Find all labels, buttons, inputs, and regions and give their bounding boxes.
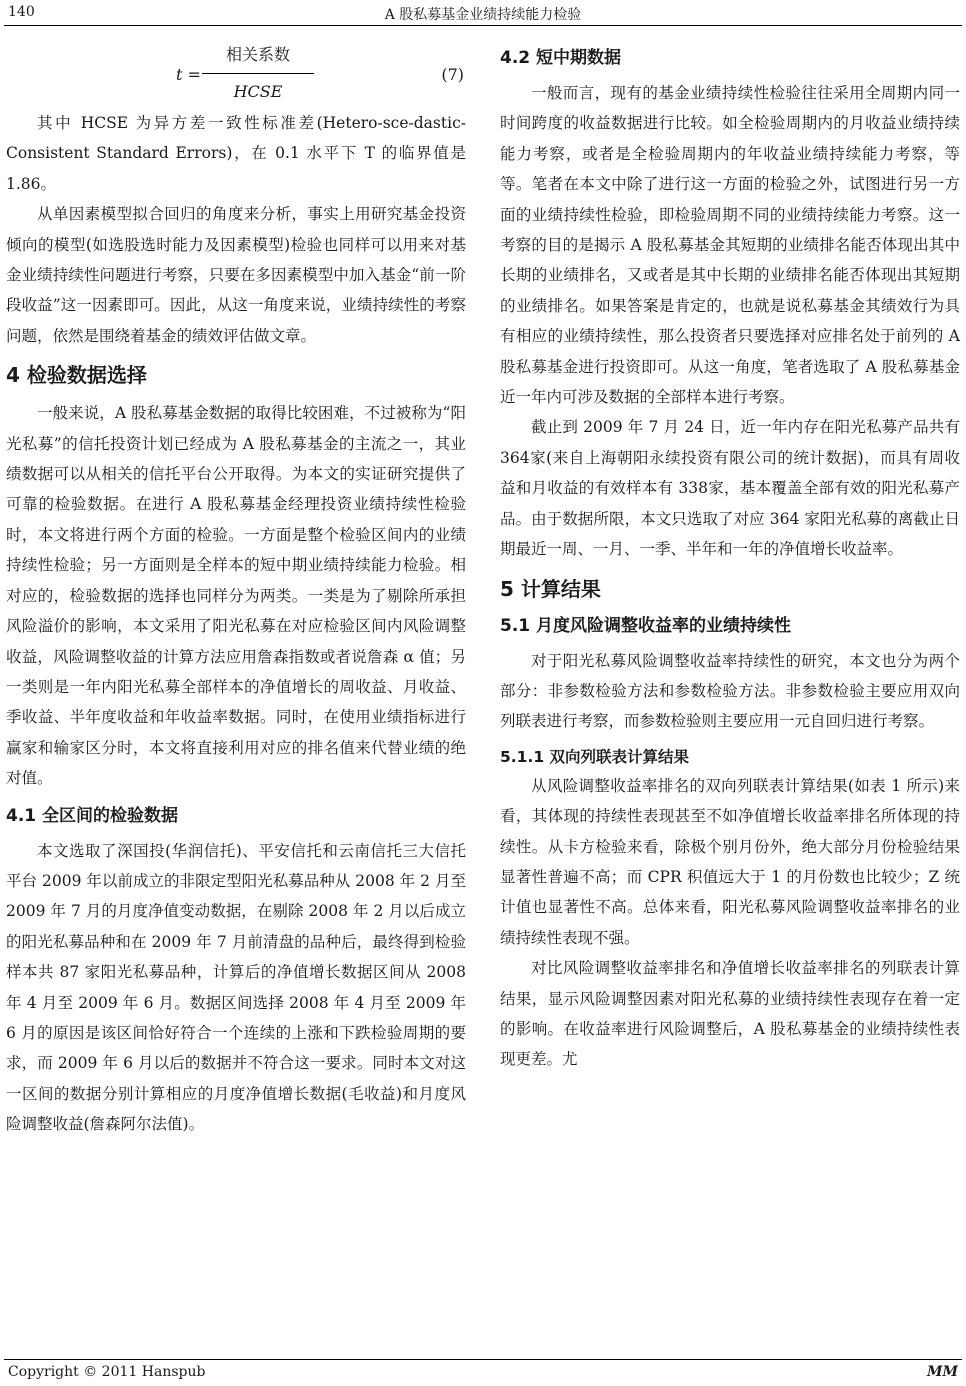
equation-number: (7): [441, 65, 464, 84]
section-heading: 4 检验数据选择: [6, 363, 147, 388]
footer-rule: [4, 1359, 962, 1360]
right-column: [500, 40, 960, 1075]
header-rule: [4, 25, 962, 26]
subsection-heading: 4.2 短中期数据: [500, 48, 622, 68]
equation-7: [6, 40, 466, 104]
subsection-heading: 5.1 月度风险调整收益率的业绩持续性: [500, 615, 792, 636]
page-number: 140: [8, 4, 35, 20]
equation-fraction: [202, 40, 314, 108]
equation-denominator: HCSE: [233, 82, 283, 102]
left-column: [6, 40, 466, 1140]
equation-lhs: t =: [176, 65, 201, 84]
paragraph: 截止到 2009 年 7 月 24 日，近一年内存在阳光私募产品共有364家(来自上海朝阳永续投资有限公司的统计数据)，而具有周收益和月收益的有效样本有 338家，基本覆盖全部有效的阳光私募产品。由于数据所限，本文只选取了对应 364 家阳光私募的离截止日期最近一周、一月、一季、半年和一年的净值增长收益率。: [500, 418, 960, 559]
copyright-text: Copyright © 2011 Hanspub: [8, 1364, 206, 1380]
subsubsection-heading: 5.1.1 双向列联表计算结果: [500, 747, 690, 766]
paragraph: 从单因素模型拟合回归的角度来分析，事实上用研究基金投资倾向的模型(如选股选时能力及因素模型)检验也同样可以用来对基金业绩持续性问题进行考察，只要在多因素模型中加入基金“前一阶段收益”这一因素即可。因此，从这一角度来说，业绩持续性的考察问题，依然是围绕着基金的绩效评估做文章。: [6, 205, 466, 345]
paragraph: 一般来说，A 股私募基金数据的取得比较困难，不过被称为“阳光私募”的信托投资计划已经成为 A 股私募基金的主流之一，其业绩数据可以从相关的信托平台公开取得。为本文的实证研究提供了可靠的检验数据。在进行 A 股私募基金经理投资业绩持续性检验时，本文将进行两个方面的检验。一方面是整个检验区间内的业绩持续性检验；另一方面则是全样本的短中期业绩持续能力检验。相对应的，检验数据的选择也同样分为两类。一类是为了剔除所承担风险溢价的影响，本文采用了阳光私募在对应检验区间内风险调整收益，风险调整收益的计算方法应用詹森指数或者说詹森 α 值；另一类则是一年内阳光私募全部样本的净值增长的周收益、月收益、季收益、半年度收益和年收益率数据。同时，在使用业绩指标进行赢家和输家区分时，本文将直接利用对应的排名值来代替业绩的绝对值。: [6, 404, 466, 788]
page-header: [8, 4, 958, 26]
journal-abbreviation: MM: [927, 1364, 958, 1380]
section-heading: 5 计算结果: [500, 576, 601, 601]
paragraph: 从风险调整收益率排名的双向列联表计算结果(如表 1 所示)来看，其体现的持续性表现甚至不如净值增长收益率排名所体现的持续性。从卡方检验来看，除极个别月份外，绝大部分月份检验结果显著性普遍不高；而 CPR 积值远大于 1 的月份数也比较少；Z 统计值也显著性不高。总体来看，阳光私募风险调整收益率排名的业绩持续性表现不强。: [500, 776, 960, 947]
paragraph: 一般而言，现有的基金业绩持续性检验往往采用全周期内同一时间跨度的收益数据进行比较。如全检验周期内的月收益业绩持续能力考察，或者是全检验周期内的年收益业绩持续能力考察，等等。笔者在本文中除了进行这一方面的检验之外，试图进行另一方面的业绩持续性检验，即检验周期不同的业绩持续能力考察。这一考察的目的是揭示 A 股私募基金其短期的业绩排名能否体现出其中长期的业绩排名，又或者是其中长期的业绩排名能否体现出其短期的业绩排名。如果答案是肯定的，也就是说私募基金其绩效行为具有相应的业绩持续性，那么投资者只要选择对应排名处于前列的 A 股私募基金进行投资即可。从这一角度，笔者选取了 A 股私募基金近一年内可涉及数据的全部样本进行考察。: [500, 84, 960, 407]
subsection-heading: 4.1 全区间的检验数据: [6, 805, 179, 826]
paragraph: 对于阳光私募风险调整收益率持续性的研究，本文也分为两个部分：非参数检验方法和参数检验方法。非参数检验主要应用双向列联表进行考察，而参数检验则主要应用一元自回归进行考察。: [500, 651, 960, 731]
paragraph: 本文选取了深国投(华润信托)、平安信托和云南信托三大信托平台 2009 年以前成立的非限定型阳光私募品种从 2008 年 2 月至 2009 年 7 月的月度净值变动数据，在剔除 2008 年 2 月以后成立的阳光私募品种和在 2009 年 7 月前清盘的品种后，最终得到检验样本共 87 家阳光私募品种，计算后的净值增长数据区间从 2008 年 4 月至 2009 年 6 月。数据区间选择 2008 年 4 月至 2009 年 6 月的原因是该区间恰好符合一个连续的上涨和下跌检验周期的要求，而 2009 年 6 月以后的数据并不符合这一要求。同时本文对这一区间的数据分别计算相应的月度净值增长数据(毛收益)和月度风险调整收益(詹森阿尔法值)。: [6, 841, 466, 1134]
running-title: A 股私募基金业绩持续能力检验: [384, 7, 582, 23]
equation-numerator: 相关系数: [202, 40, 314, 74]
paragraph: 其中 HCSE 为异方差一致性标准差(Hetero-sce-dastic-Consistent Standard Errors)，在 0.1 水平下 T 的临界值是 1.86。: [6, 114, 466, 193]
paragraph: 对比风险调整收益率排名和净值增长收益率排名的列联表计算结果，显示风险调整因素对阳光私募的业绩持续性表现存在着一定的影响。在收益率进行风险调整后，A 股私募基金的业绩持续性表现更差。尤: [500, 959, 960, 1069]
